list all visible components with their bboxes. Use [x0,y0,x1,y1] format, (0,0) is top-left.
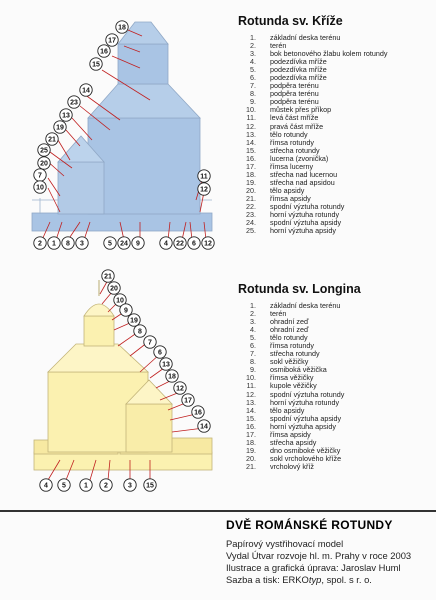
callout-label: 8 [138,328,142,336]
callout-label: 6 [192,240,196,248]
part-label: ohradní zeď [270,325,309,335]
callout-label: 2 [38,240,42,248]
part-label: sokl věžičky [270,357,309,367]
callout-label: 7 [38,172,42,180]
part-item [232,98,436,106]
part-number: 18. [246,437,256,447]
callout-marker [34,181,46,193]
part-label: střecha apsidy [270,437,317,447]
part-number: 16. [246,153,256,163]
longina-roof [48,344,148,372]
part-item [232,350,436,358]
callout-label: 17 [184,397,192,405]
part-item [232,131,436,139]
part-label: střecha nad lucernou [270,169,338,179]
part-item [232,374,436,382]
part-number: 2. [250,309,256,319]
part-label: vrcholový kříž [270,461,314,471]
part-label: sokl vrcholového kříže [270,453,342,463]
callout-label: 1 [84,482,88,490]
callout-label: 20 [110,285,118,293]
part-item [232,90,436,98]
part-item [232,366,436,374]
callout-marker [46,133,58,145]
part-item [232,139,436,147]
part-label: římsa lucerny [270,161,314,171]
part-number: 16. [246,421,256,431]
callout-label: 24 [120,240,128,248]
callout-label: 19 [130,317,138,325]
part-number: 21. [246,193,256,203]
callout-label: 21 [104,273,112,281]
part-number: 6. [250,73,256,83]
callout-label: 2 [104,482,108,490]
callout-marker [76,237,88,249]
part-number: 20. [246,453,256,463]
callout-marker [198,170,210,182]
part-label: spodní výztuha rotundy [270,389,345,399]
part-number: 14. [246,405,256,415]
part-item [232,431,436,439]
callout-marker [116,21,128,33]
callout-marker [34,237,46,249]
callout-label: 23 [70,99,78,107]
part-item [232,326,436,334]
callout-marker [132,237,144,249]
part-item [232,82,436,90]
part-number: 20. [246,185,256,195]
part-number: 1. [250,33,256,42]
diagram-area [0,0,232,510]
callout-label: 11 [200,173,208,181]
callout-label: 7 [148,339,152,347]
part-item [232,310,436,318]
part-number: 17. [246,161,256,171]
part-number: 6. [250,341,256,351]
part-number: 11. [246,381,256,391]
longina-title: Rotunda sv. Longina [238,282,361,296]
part-label: podpěra terénu [270,81,319,91]
credits-line-4-prefix: Sazba a tisk: [226,574,283,585]
part-number: 3. [250,49,256,59]
part-label: střecha rotundy [270,145,320,155]
krize-roof [88,84,200,118]
part-number: 17. [246,429,256,439]
callout-marker [54,121,66,133]
part-item [232,463,436,471]
part-number: 8. [250,357,256,367]
part-number: 9. [250,365,256,375]
part-number: 11. [246,113,256,123]
part-label: střecha rotundy [270,349,320,359]
part-number: 12. [246,121,256,131]
callout-marker [144,336,156,348]
part-number: 5. [250,333,256,343]
callout-label: 10 [36,184,44,192]
part-number: 10. [246,373,256,383]
longina-apse [126,404,172,452]
separator-rule [0,510,436,512]
part-label: osmiboká věžička [270,365,327,375]
part-label: spodní výztuha apsidy [270,413,342,423]
part-label: dno osmiboké věžičky [270,445,341,455]
callout-label: 13 [162,361,170,369]
part-number: 5. [250,65,256,75]
credits-line-4-suffix: , spol. s r. o. [321,574,372,585]
callout-marker [160,358,172,370]
part-label: podezdívka mříže [270,73,327,83]
part-label: podezdívka mříže [270,57,327,67]
credits-brand-b: typ [308,574,322,585]
callout-label: 15 [92,61,100,69]
part-label: podpěra terénu [270,89,319,99]
callout-label: 9 [136,240,140,248]
callout-label: 17 [108,37,116,45]
part-number: 13. [246,129,256,139]
callout-marker [102,270,114,282]
callout-label: 6 [158,349,162,357]
part-number: 23. [246,210,256,220]
callout-label: 16 [194,409,202,417]
part-number: 7. [250,81,256,91]
callout-label: 5 [62,482,66,490]
callout-marker [160,237,172,249]
part-item [232,302,436,310]
part-item [232,423,436,431]
part-label: horní výztuha apsidy [270,226,336,236]
part-item [232,147,436,155]
callout-marker [108,282,120,294]
callout-marker [118,237,130,249]
callout-marker [48,237,60,249]
callout-marker [144,479,156,491]
longina-parts-list [232,302,436,471]
callout-label: 18 [118,24,126,32]
callout-label: 19 [56,124,64,132]
callout-marker [98,45,110,57]
callout-marker [124,479,136,491]
callout-marker [120,304,132,316]
part-item [232,58,436,66]
part-item [232,187,436,195]
part-label: lucerna (zvonička) [270,153,329,163]
callout-marker [192,406,204,418]
part-label: bok betonového žlabu kolem rotundy [270,49,388,59]
callout-label: 15 [146,482,154,490]
part-label: horní výztuha rotundy [270,210,340,220]
part-label: kupole věžičky [270,381,317,391]
part-item [232,399,436,407]
part-label: podpěra terénu [270,97,319,107]
part-number: 15. [246,145,256,155]
callout-marker [134,325,146,337]
krize-apse [58,162,104,214]
callout-label: 5 [108,240,112,248]
callout-marker [174,237,186,249]
part-label: můstek přes příkop [270,105,332,115]
callout-marker [38,157,50,169]
callout-marker [198,420,210,432]
part-number: 22. [246,201,256,211]
callout-marker [60,109,72,121]
callout-marker [182,394,194,406]
part-number: 4. [250,325,256,335]
part-number: 7. [250,349,256,359]
callout-label: 18 [168,373,176,381]
callout-label: 3 [80,240,84,248]
part-label: terén [270,41,287,51]
part-label: terén [270,309,287,319]
callout-marker [80,479,92,491]
callout-label: 8 [66,240,70,248]
krize-body [88,118,200,214]
callout-marker [34,169,46,181]
krize-parts-list [232,34,436,235]
part-label: horní výztuha apsidy [270,421,336,431]
callout-marker [38,144,50,156]
part-number: 10. [246,105,256,115]
part-number: 14. [246,137,256,147]
krize-lantern [118,44,168,84]
part-label: levá část mříže [270,113,319,123]
part-item [232,66,436,74]
part-label: římsa apsidy [270,429,311,439]
callout-label: 22 [176,240,184,248]
callout-marker [80,84,92,96]
callout-label: 20 [40,160,48,168]
part-label: římsa rotundy [270,341,314,351]
callout-label: 9 [124,307,128,315]
callout-marker [174,382,186,394]
callout-marker [198,183,210,195]
longina-ground-slab [34,452,212,470]
part-item [232,227,436,235]
part-item [232,114,436,122]
part-label: podezdívka mříže [270,65,327,75]
part-number: 25. [246,226,256,236]
part-item [232,34,436,42]
part-item [232,50,436,58]
credits-line-1: Papírový vystřihovací model [226,538,344,549]
callout-label: 16 [100,48,108,56]
callout-label: 14 [82,87,90,95]
callout-marker [58,479,70,491]
part-item [232,334,436,342]
callout-marker [104,237,116,249]
callout-marker [188,237,200,249]
callout-marker [40,479,52,491]
part-label: základní deska terénu [270,33,341,42]
callout-label: 25 [40,147,48,155]
part-item [232,318,436,326]
part-number: 19. [246,445,256,455]
credits-line-2: Vydal Útvar rozvoje hl. m. Prahy v roce 2003 [226,550,412,561]
callout-label: 21 [48,136,56,144]
credits-heading: DVĚ ROMÁNSKÉ ROTUNDY [226,518,393,532]
part-number: 4. [250,57,256,67]
part-item [232,358,436,366]
part-number: 19. [246,177,256,187]
part-item [232,455,436,463]
part-label: horní výztuha rotundy [270,397,340,407]
callout-label: 13 [62,112,70,120]
longina-tower [84,316,114,346]
part-item [232,179,436,187]
longina-parts-panel [232,282,436,471]
part-item [232,155,436,163]
callout-label: 10 [116,297,124,305]
part-number: 8. [250,89,256,99]
part-label: pravá část mříže [270,121,324,131]
callout-marker [100,479,112,491]
part-item [232,342,436,350]
part-item [232,123,436,131]
callout-label: 3 [128,482,132,490]
callout-label: 1 [52,240,56,248]
part-number: 21. [246,461,256,471]
part-number: 1. [250,301,256,310]
part-item [232,74,436,82]
callout-marker [128,314,140,326]
callout-marker [68,96,80,108]
callout-label: 4 [44,482,48,490]
part-number: 13. [246,397,256,407]
part-label: ohradní zeď [270,317,309,327]
callout-marker [166,370,178,382]
part-label: římsa rotundy [270,137,314,147]
part-item [232,106,436,114]
part-number: 2. [250,41,256,51]
callout-label: 14 [200,423,208,431]
callout-label: 12 [204,240,212,248]
part-label: římsa apsidy [270,193,311,203]
callout-label: 12 [176,385,184,393]
callout-marker [90,58,102,70]
part-number: 12. [246,389,256,399]
part-label: tělo rotundy [270,129,308,139]
callout-marker [106,34,118,46]
krize-parts-panel [232,14,436,235]
credits-line-3: Ilustrace a grafická úprava: Jaroslav Huml [226,562,401,573]
credits-brand-a: ERKO [282,574,309,585]
part-label: tělo rotundy [270,333,308,343]
callout-marker [202,237,214,249]
part-number: 15. [246,413,256,423]
callout-label: 12 [200,186,208,194]
part-label: tělo apsidy [270,185,305,195]
part-label: tělo apsidy [270,405,305,415]
part-label: střecha nad apsidou [270,177,335,187]
callout-label: 4 [164,240,168,248]
part-label: spodní výztuha apsidy [270,218,342,228]
krize-title: Rotunda sv. Kříže [238,14,343,28]
part-number: 3. [250,317,256,327]
part-label: spodní výztuha rotundy [270,201,345,211]
part-number: 9. [250,97,256,107]
part-number: 24. [246,218,256,228]
callout-marker [154,346,166,358]
part-number: 18. [246,169,256,179]
part-label: základní deska terénu [270,301,341,310]
part-label: římsa věžičky [270,373,314,383]
callout-marker [62,237,74,249]
credits-line-4 [226,574,372,585]
